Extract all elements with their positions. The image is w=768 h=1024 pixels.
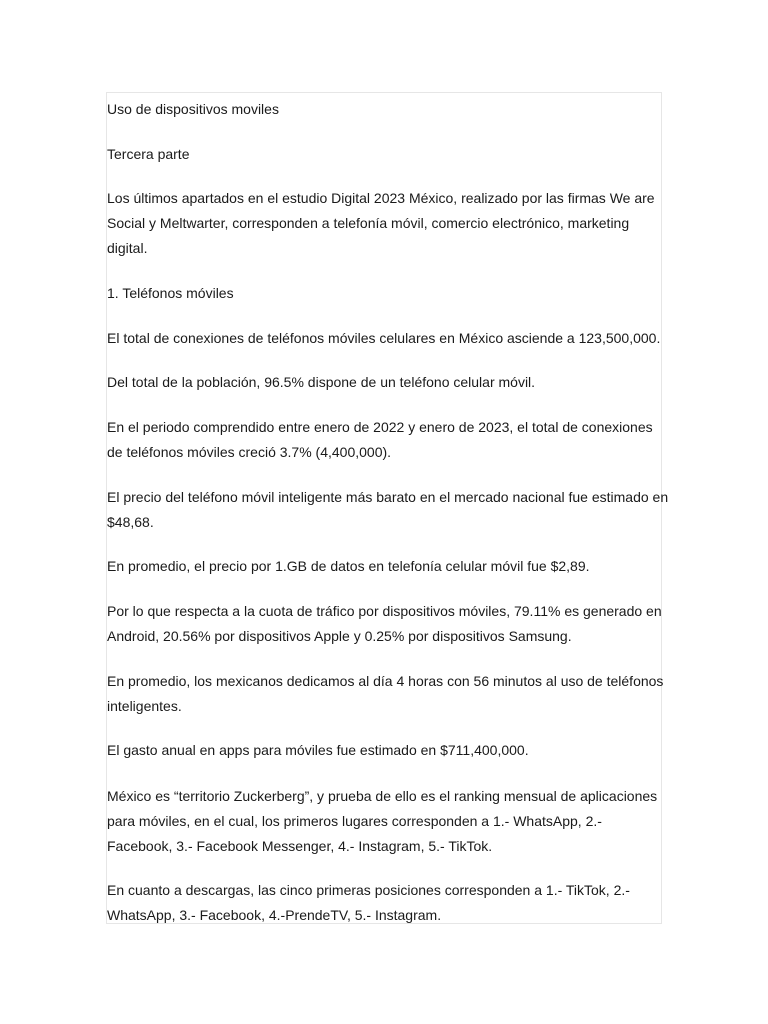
text-line: inteligentes. <box>107 698 182 714</box>
document-subtitle <box>107 142 667 167</box>
paragraph-intro <box>107 186 667 261</box>
paragraph <box>107 784 667 859</box>
text-line: Tercera parte <box>107 146 190 162</box>
text-line: Android, 20.56% por dispositivos Apple y 0.25% por dispositivos Samsung. <box>107 628 572 644</box>
text-line: 1. Teléfonos móviles <box>107 285 234 301</box>
paragraph <box>107 669 667 719</box>
text-line: WhatsApp, 3.- Facebook, 4.-PrendeTV, 5.- Instagram. <box>107 907 442 923</box>
text-line: digital. <box>107 240 148 256</box>
text-line: Facebook, 3.- Facebook Messenger, 4.- Instagram, 5.- TikTok. <box>107 838 493 854</box>
text-line: Uso de dispositivos moviles <box>107 101 279 117</box>
paragraph <box>107 738 667 763</box>
text-line: de teléfonos móviles creció 3.7% (4,400,000). <box>107 444 392 460</box>
text-line: Social y Meltwarter, corresponden a telefonía móvil, comercio electrónico, marketing <box>107 215 630 231</box>
text-line: Por lo que respecta a la cuota de tráfico por dispositivos móviles, 79.11% es generado en <box>107 603 662 619</box>
text-line: El gasto anual en apps para móviles fue estimado en $711,400,000. <box>107 742 529 758</box>
text-line: para móviles, en el cual, los primeros lugares corresponden a 1.- WhatsApp, 2.- <box>107 813 602 829</box>
text-line: En promedio, los mexicanos dedicamos al día 4 horas con 56 minutos al uso de teléfonos <box>107 673 664 689</box>
paragraph <box>107 326 667 351</box>
paragraph <box>107 878 667 928</box>
text-line: El precio del teléfono móvil inteligente más barato en el mercado nacional fue estimado en <box>107 489 669 505</box>
text-line: $48,68. <box>107 514 154 530</box>
text-line: En el periodo comprendido entre enero de 2022 y enero de 2023, el total de conexiones <box>107 419 653 435</box>
document-page <box>106 92 669 924</box>
text-line: Del total de la población, 96.5% dispone de un teléfono celular móvil. <box>107 374 536 390</box>
paragraph <box>107 599 667 649</box>
document-title <box>107 97 667 122</box>
text-line: El total de conexiones de teléfonos móviles celulares en México asciende a 123,500,000. <box>107 330 661 346</box>
text-line: En cuanto a descargas, las cinco primeras posiciones corresponden a 1.- TikTok, 2.- <box>107 882 630 898</box>
paragraph <box>107 415 667 465</box>
text-line: En promedio, el precio por 1.GB de datos en telefonía celular móvil fue $2,89. <box>107 558 590 574</box>
section-heading <box>107 281 667 306</box>
paragraph <box>107 554 667 579</box>
paragraph <box>107 370 667 395</box>
text-line: México es “territorio Zuckerberg”, y prueba de ello es el ranking mensual de aplicaciones <box>107 788 658 804</box>
text-line: Los últimos apartados en el estudio Digital 2023 México, realizado por las firmas We are <box>107 190 655 206</box>
paragraph <box>107 485 667 535</box>
